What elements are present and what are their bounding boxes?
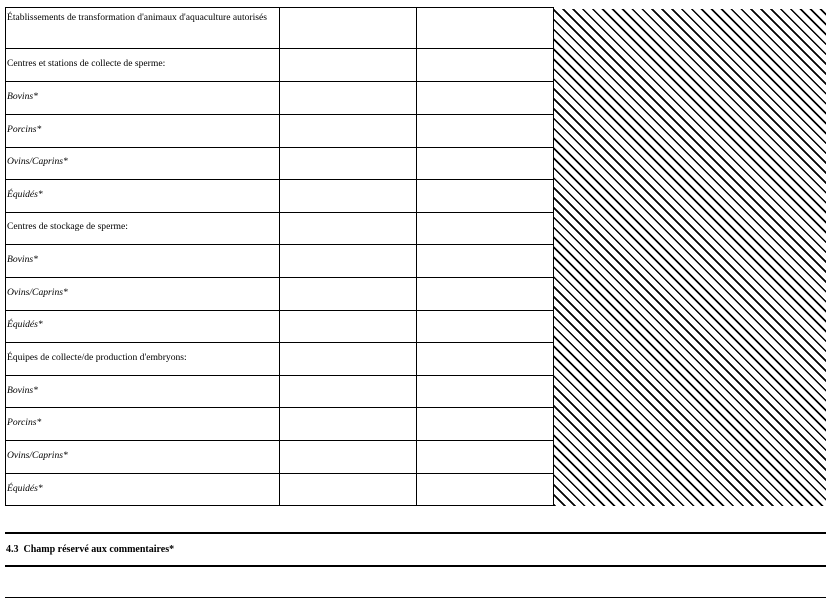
row-divider xyxy=(5,212,554,213)
row-label-porcins: Porcins* xyxy=(7,417,42,428)
row-divider xyxy=(5,48,554,49)
row-label-equides: Équidés* xyxy=(7,483,43,494)
section-number: 4.3 xyxy=(6,544,19,555)
row-divider xyxy=(5,147,554,148)
section-heading xyxy=(6,544,174,555)
row-label-porcins: Porcins* xyxy=(7,124,42,135)
section-heading-rule xyxy=(5,565,826,567)
hatched-area xyxy=(554,9,826,506)
row-divider xyxy=(5,277,554,278)
row-divider xyxy=(5,114,554,115)
row-label-bovins: Bovins* xyxy=(7,385,38,396)
row-divider xyxy=(5,342,554,343)
row-label-equides: Équidés* xyxy=(7,319,43,330)
row-label-semen-centres: Centres et stations de collecte de sperme: xyxy=(7,58,166,69)
row-divider xyxy=(5,473,554,474)
section-top-rule xyxy=(5,532,826,534)
row-divider xyxy=(5,81,554,82)
row-label-ovins-caprins: Ovins/Caprins* xyxy=(7,450,68,461)
facilities-table xyxy=(5,7,826,506)
row-label-embryo-teams: Équipes de collecte/de production d'embryons: xyxy=(7,352,187,363)
row-divider xyxy=(5,310,554,311)
row-label-semen-storage: Centres de stockage de sperme: xyxy=(7,221,128,232)
table-bottom-border xyxy=(5,505,554,506)
row-divider xyxy=(5,375,554,376)
row-label-bovins: Bovins* xyxy=(7,254,38,265)
row-label-bovins: Bovins* xyxy=(7,91,38,102)
row-divider xyxy=(5,440,554,441)
row-divider xyxy=(5,179,554,180)
row-label-aquaculture: Établissements de transformation d'animaux d'aquaculture autorisés xyxy=(7,12,268,23)
row-label-equides: Équidés* xyxy=(7,189,43,200)
section-bottom-rule xyxy=(5,597,826,598)
row-divider xyxy=(5,407,554,408)
row-label-ovins-caprins: Ovins/Caprins* xyxy=(7,156,68,167)
row-divider xyxy=(5,244,554,245)
row-label-ovins-caprins: Ovins/Caprins* xyxy=(7,287,68,298)
section-title: Champ réservé aux commentaires* xyxy=(23,544,175,555)
